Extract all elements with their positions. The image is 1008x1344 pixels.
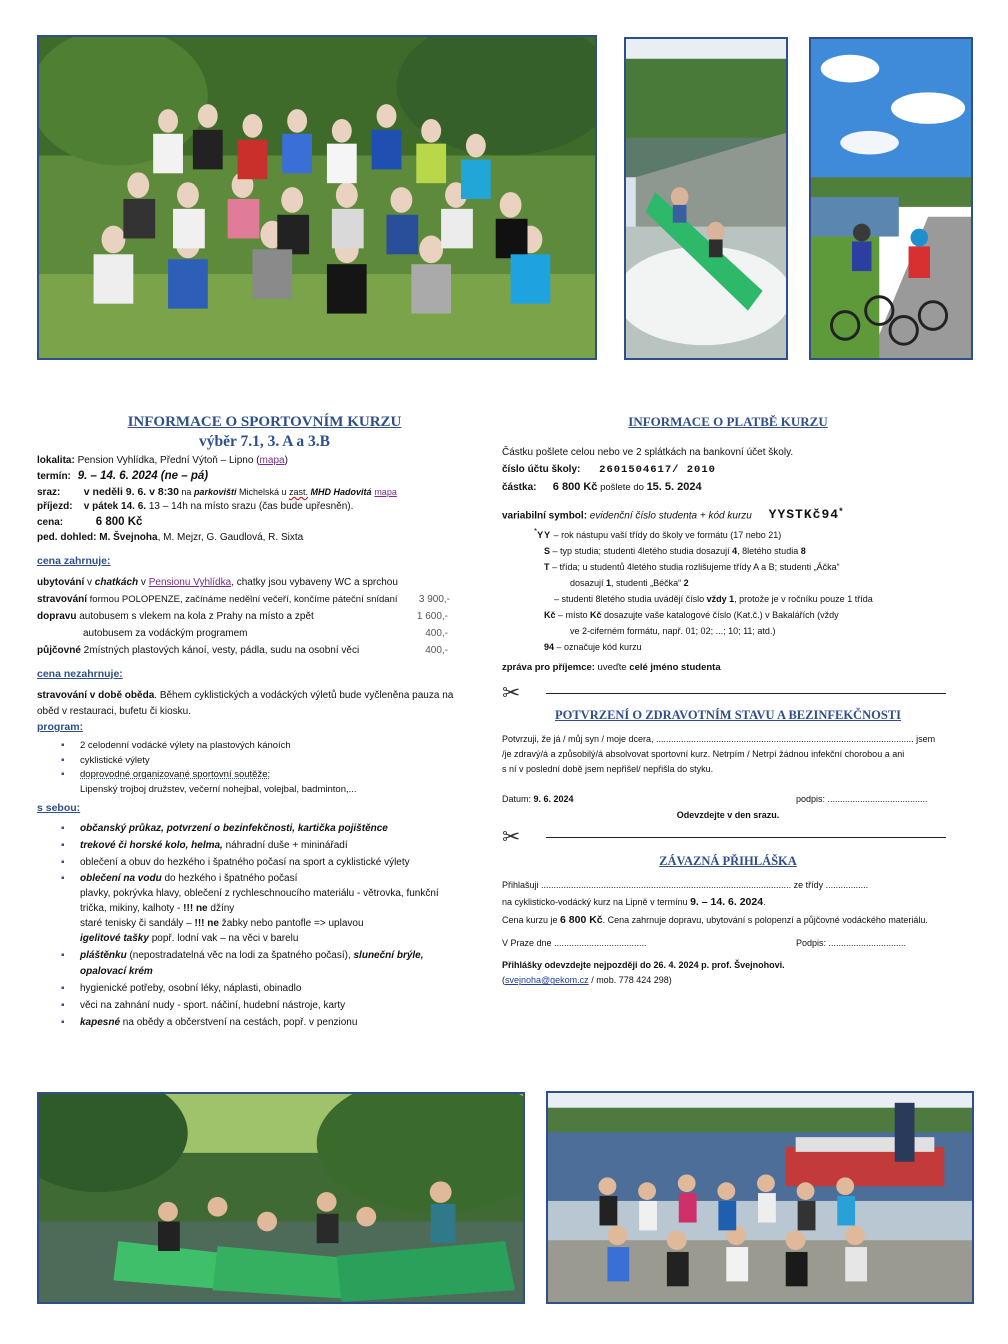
application-price-row: Cena kurzu je 6 800 Kč. Cena zahrnuje dopravu, ubytování s polopenzí a půjčovné vodáckého materiálu. (502, 914, 928, 927)
list-item: igelitové tašky popř. lodní vak – na věci v barelu (80, 933, 299, 944)
course-info-title: INFORMACE O SPORTOVNÍM KURZU (127, 414, 402, 430)
photo-group-ferry (546, 1091, 974, 1304)
photo-canoes-river (37, 1092, 525, 1304)
list-item: Lipenský trojboj družstev, večerní nohejbal, volejbal, badminton,... (80, 783, 357, 795)
prijezd-row: příjezd: v pátek 14. 6. 13 – 14h na místo srazu (čas bude upřesněn). (37, 501, 354, 512)
stravovani-row: stravování formou POLOPENZE, začínáme nedělní večeří, končíme páteční snídaní 3 900,- (37, 591, 492, 608)
cena-row: cena: 6 800 Kč (37, 516, 143, 528)
sebou-list (61, 820, 492, 1031)
account-row: číslo účtu školy: 2601504617/ 2010 (502, 464, 716, 476)
payment-intro: Částku pošlete celou nebo ve 2 splátkách na bankovní účet školy. (502, 447, 794, 458)
application-course-row: na cyklisticko-vodácký kurz na Lipně v termínu 9. – 14. 6. 2024. (502, 896, 766, 909)
health-signature: podpis: ........................................ (796, 794, 928, 805)
nezahrnuje-heading: cena nezahrnuje: (37, 668, 123, 680)
vs-kc: Kč – místo Kč dosazujte vaše katalogové číslo (Kat.č.) v Bakalářích (vždy (544, 610, 839, 621)
list-item: ▪ cyklistické výlety (61, 754, 492, 769)
vs-kc-cont: ve 2-ciferném formátu, např. 01; 02; ...; 10; 11; atd.) (570, 626, 776, 637)
health-submit-note: Odevzdejte v den srazu. (676, 810, 780, 821)
pension-link[interactable]: Pensionu Vyhlídka (148, 577, 232, 588)
health-title: POTVRZENÍ O ZDRAVOTNÍM STAVU A BEZINFEKČNOSTI (554, 708, 901, 723)
vs-s: S – typ studia; studenti 4letého studia dosazují 4, 8letého studia 8 (544, 546, 806, 557)
application-deadline: Přihlášky odevzdejte nejpozději do 26. 4. 2024 p. prof. Švejnohovi. (502, 960, 785, 971)
scissors-icon: ✂ (502, 680, 521, 706)
application-name-row: Přihlašuji .................................................................................................... ze třídy ................. (502, 880, 869, 891)
vs-row: variabilní symbol: evidenční číslo studenta + kód kurzu YYSTKč94* (502, 506, 843, 523)
dohled-row: ped. dohled: M. Švejnoha, M. Mejzr, G. Gaudlová, R. Sixta (37, 532, 304, 543)
list-item: ▪ pláštěnku (nepostradatelná věc na lodi za špatného počasí), sluneční brýle, (61, 947, 492, 964)
course-info-column (37, 412, 492, 1031)
list-item: trička, mikiny, kalhoty - !!! ne džíny (80, 903, 235, 914)
stravovani-price: 3 900,- (418, 594, 450, 605)
list-item: ▪ 2 celodenní vodácké výlety na plastových kánoích (61, 739, 492, 754)
list-item: ▪ oblečení na vodu do hezkého i špatného počasí (61, 871, 492, 886)
vs-yy: *YY – rok nástupu vaší třídy do školy ve formátu (17 nebo 21) (534, 527, 782, 541)
health-text-3: s ní v poslední době jsem nepřišel/ nepřišla do styku. (502, 764, 714, 775)
sraz-row: sraz: v neděli 9. 6. v 8:30 na parkovišti Michelská u zast. MHD Hadovitá mapa (37, 486, 397, 498)
cut-line-1 (502, 682, 954, 704)
list-item: ▪ trekové či horské kolo, helma, náhradní duše + mininářadí (61, 837, 492, 854)
list-item: ▪ kapesné na obědy a občerstvení na cestách, popř. v penzionu (61, 1014, 492, 1031)
doprava-row: dopravu autobusem s vlekem na kola z Prahy na místo a zpět 1 600,- (37, 608, 492, 625)
amount-row: částka: 6 800 Kč pošlete do 15. 5. 2024 (502, 481, 702, 493)
nezahrnuje-text-2: oběd v restauraci, bufetu či kiosku. (37, 706, 191, 717)
pujcovne-row: půjčovné 2místných plastových kánoí, vesty, pádla, sudu na osobní věci 400,- (37, 642, 492, 659)
list-item: plavky, pokrývka hlavy, oblečení z rychleschnoucího materiálu - větrovka, funkční (80, 888, 439, 899)
list-item: opalovací krém (80, 966, 153, 977)
payment-title: INFORMACE O PLATBĚ KURZU (628, 414, 828, 429)
list-item: ▪ oblečení a obuv do hezkého i špatného počasí na sport a cyklistické výlety (61, 854, 492, 871)
vs-t-8let: – studenti 8letého studia uvádějí číslo vždy 1, protože je v ročníku pouze 1 třída (554, 594, 873, 605)
zprava-row: zpráva pro příjemce: uveďte celé jméno studenta (502, 662, 721, 674)
health-text-1: Potvrzuji, že já / můj syn / moje dcera, ....................................................................................................... jsem (502, 734, 936, 745)
contact-row: (svejnoha@gekom.cz / mob. 778 424 298) (502, 975, 672, 986)
application-sign-row: V Praze dne ..................................... Podpis: ............................... (502, 938, 907, 949)
cut-line-2 (502, 826, 954, 848)
sraz-map-link[interactable]: mapa (374, 487, 397, 497)
health-text-2: /je zdravý/á a způsobilý/á absolvovat sportovní kurz. Netrpím / Netrpí žádnou infekční chorobou a ani (502, 749, 905, 760)
zahrnuje-heading: cena zahrnuje: (37, 555, 111, 567)
vs-t-cont: dosazují 1, studenti „Béčka“ 2 (570, 578, 689, 589)
scissors-icon: ✂ (502, 824, 521, 850)
application-signature: Podpis: ............................... (796, 938, 907, 949)
doprava2-row: autobusem za vodáckým programem 400,- (37, 625, 492, 642)
ubytovani-row: ubytování v chatkách v Pensionu Vyhlídka, chatky jsou vybaveny WC a sprchou (37, 577, 398, 588)
sebou-heading: s sebou: (37, 802, 81, 814)
lokalita-row: lokalita: Pension Vyhlídka, Přední Výtoň – Lipno (mapa) (37, 455, 288, 466)
list-item: ▪ občanský průkaz, potvrzení o bezinfekčnosti, kartička pojištěnce (61, 820, 492, 837)
list-item: ▪ věci na zahnání nudy - sport. náčiní, hudební nástroje, karty (61, 997, 492, 1014)
doprava2-price: 400,- (425, 628, 448, 639)
email-link[interactable]: svejnoha@gekom.cz (505, 975, 589, 986)
termin-row: termín: 9. – 14. 6. 2024 (ne – pá) (37, 470, 209, 482)
vs-t: T – třída; u studentů 4letého studia rozlišujeme třídy A a B; studenti „Áčka“ (544, 562, 840, 573)
course-info-subtitle: výběr 7.1, 3. A a 3.B (198, 433, 331, 450)
program-list (61, 739, 492, 797)
doprava-price: 1 600,- (416, 611, 448, 622)
pujcovne-price: 400,- (425, 645, 448, 656)
list-item: ▪ doprovodné organizované sportovní soutěže: (61, 768, 492, 783)
photo-cyclists-road (809, 37, 973, 360)
photo-canoe-weir (624, 37, 788, 360)
photo-group-sitting (37, 35, 597, 360)
nezahrnuje-text-1: stravování v době oběda. Během cyklistických a vodáckých výletů bude vyčleněna pauza na (37, 690, 454, 701)
list-item: staré tenisky či sandály – !!! ne žabky nebo pantofle => uplavou (80, 918, 364, 929)
program-heading: program: (37, 721, 84, 733)
lokalita-map-link[interactable]: mapa (259, 455, 285, 466)
payment-info-column (502, 412, 954, 987)
health-date-row: Datum: 9. 6. 2024 podpis: ........................................ (502, 794, 928, 805)
vs-94: 94 – označuje kód kurzu (544, 642, 642, 653)
list-item: ▪ hygienické potřeby, osobní léky, náplasti, obinadlo (61, 980, 492, 997)
application-title: ZÁVAZNÁ PŘIHLÁŠKA (659, 854, 797, 869)
